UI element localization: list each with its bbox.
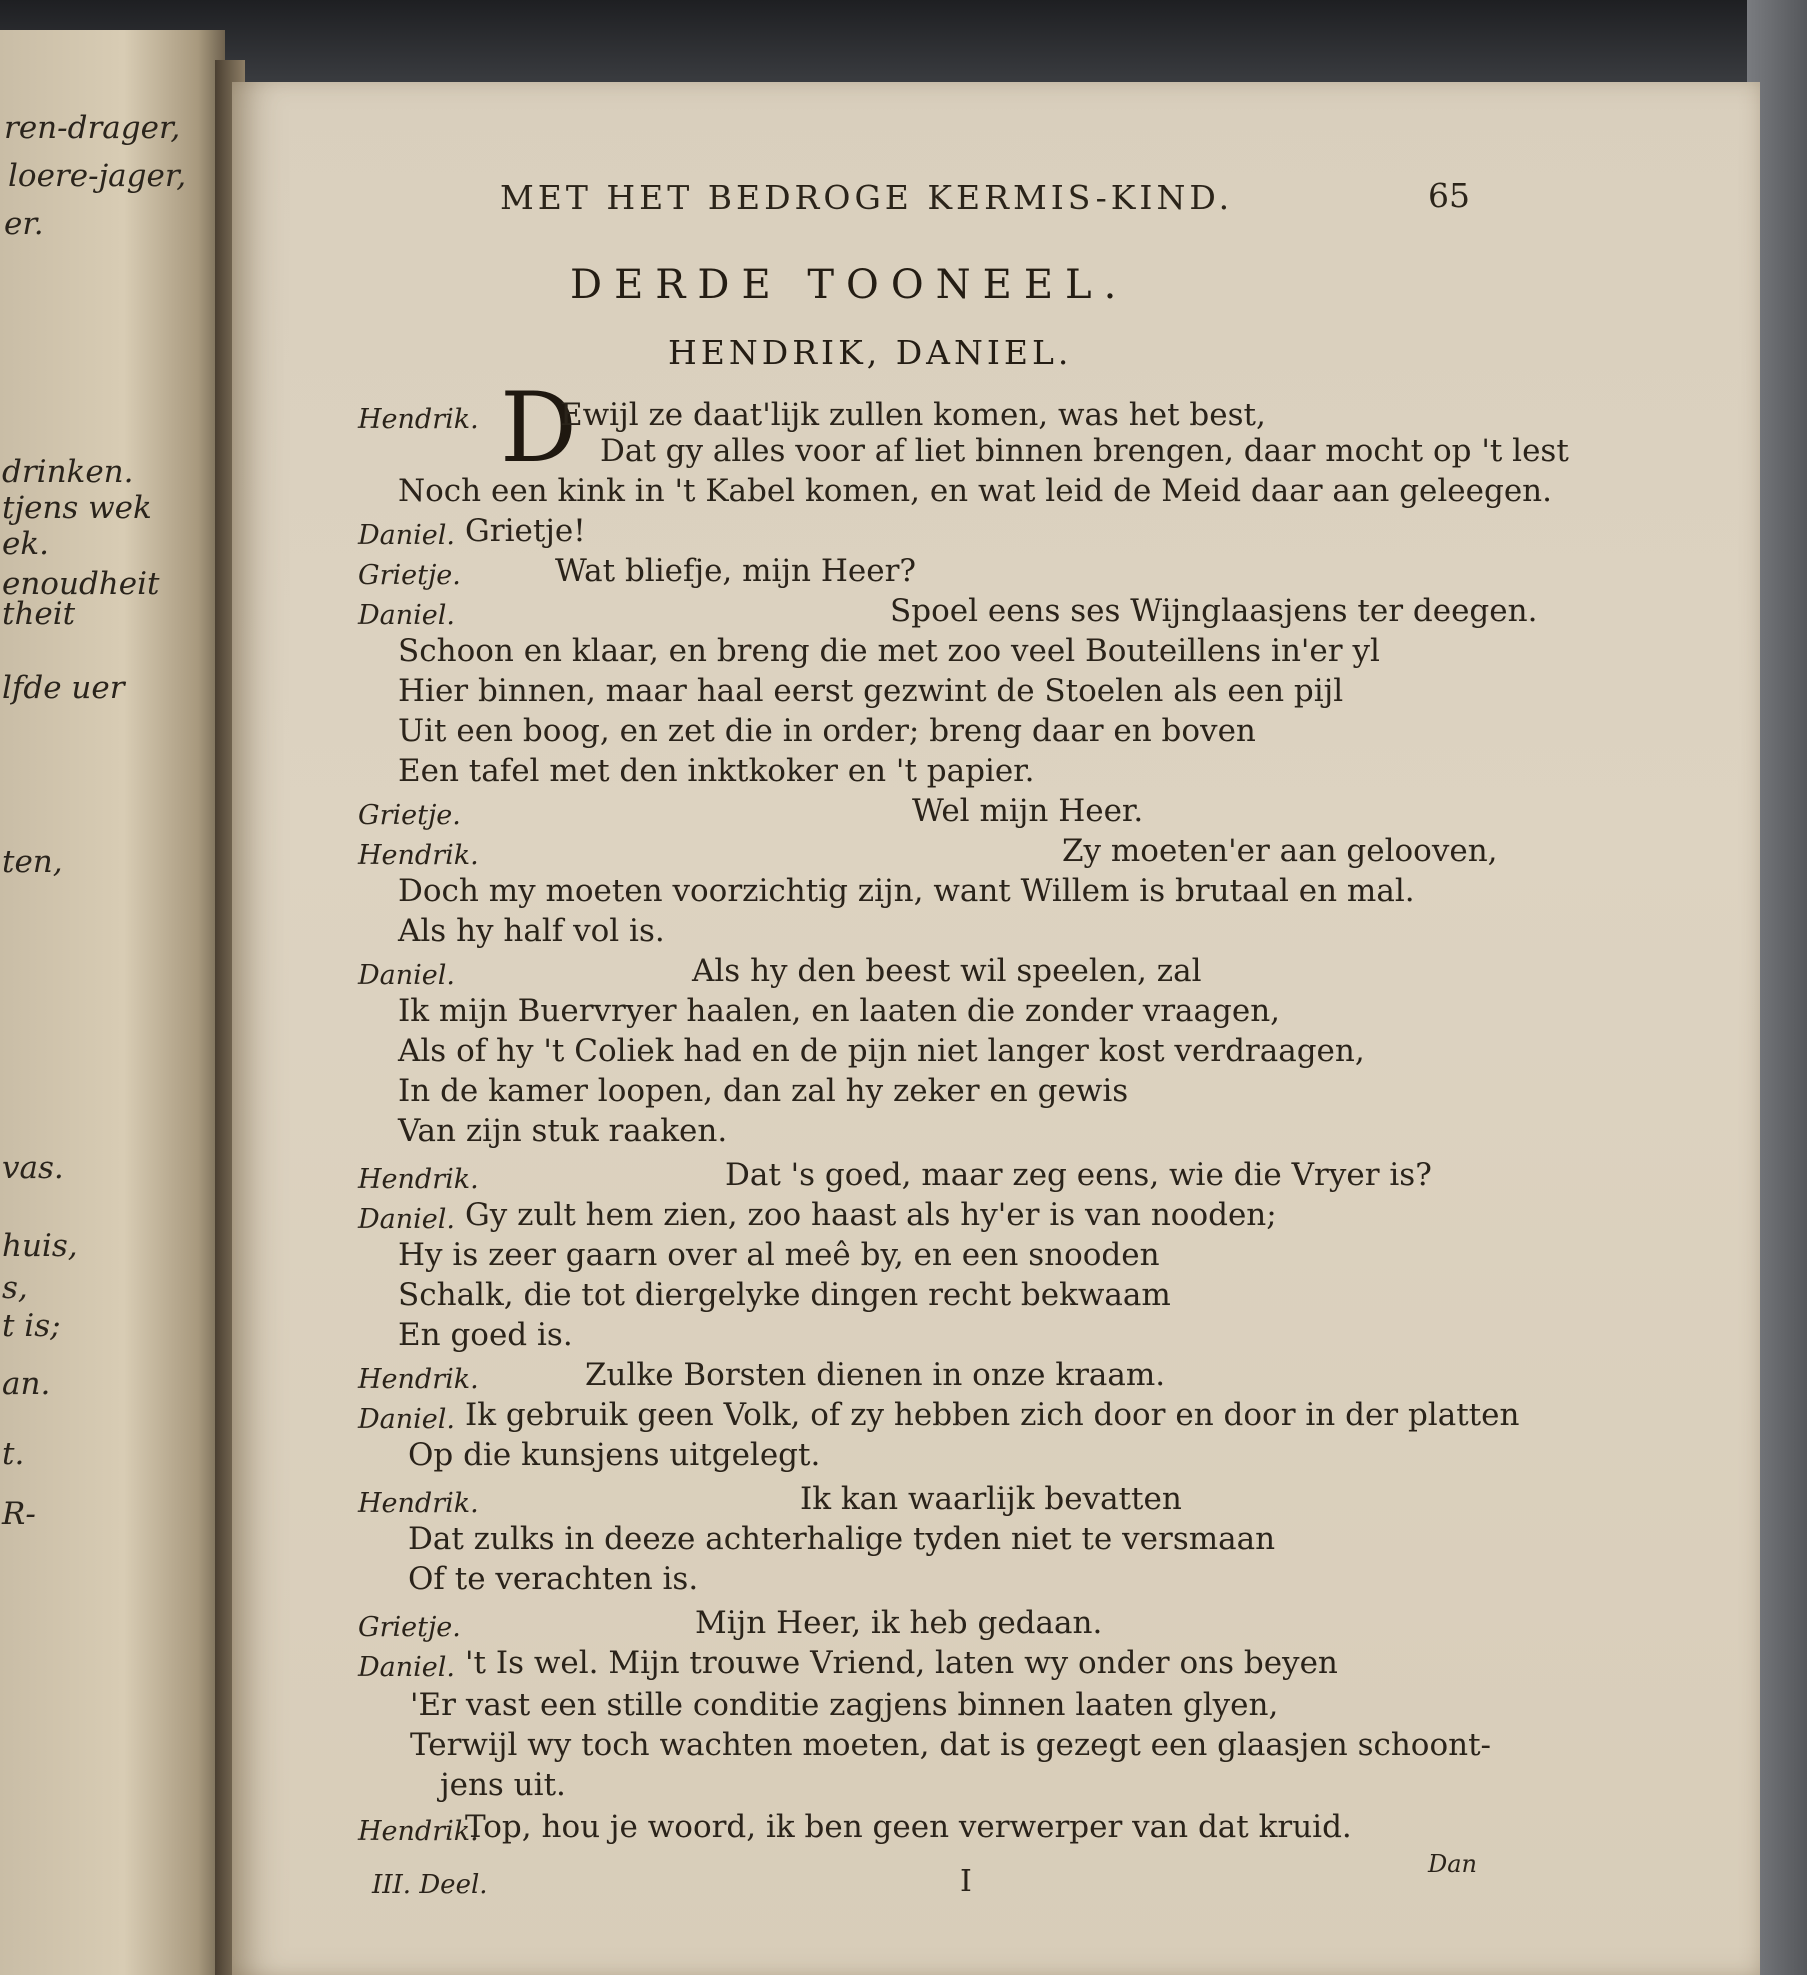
verse-line: 't Is wel. Mijn trouwe Vriend, laten wy onder ons beyen — [465, 1645, 1338, 1681]
verse-line: Dat 's goed, maar zeg eens, wie die Vryer is? — [725, 1157, 1432, 1193]
left-fragment: s, — [2, 1270, 28, 1306]
speaker-name: Hendrik. — [358, 1816, 479, 1847]
verse-line: Zy moeten'er aan gelooven, — [1062, 833, 1498, 869]
verse-line: Als hy den beest wil speelen, zal — [692, 953, 1202, 989]
left-fragment: drinken. — [2, 454, 134, 490]
speaker-name: Hendrik. — [358, 1364, 479, 1395]
verse-line: In de kamer loopen, dan zal hy zeker en gewis — [398, 1073, 1129, 1109]
verse-line: Of te verachten is. — [408, 1561, 699, 1597]
verse-line: Dat zulks in deeze achterhalige tyden niet te versmaan — [408, 1521, 1276, 1557]
verse-line: Gy zult hem zien, zoo haast als hy'er is van nooden; — [465, 1197, 1277, 1233]
left-fragment: ren-drager, — [4, 110, 181, 146]
verse-line: Schalk, die tot diergelyke dingen recht bekwaam — [398, 1277, 1171, 1313]
verse-line: Op die kunsjens uitgelegt. — [408, 1437, 821, 1473]
left-fragment: theit — [2, 596, 76, 632]
verse-line: Als of hy 't Coliek had en de pijn niet langer kost verdraagen, — [398, 1033, 1365, 1069]
left-fragment: t. — [2, 1436, 25, 1472]
speaker-name: Daniel. — [358, 1404, 455, 1435]
left-page — [0, 30, 225, 1975]
verse-line: Top, hou je woord, ik ben geen verwerper van dat kruid. — [465, 1809, 1352, 1845]
speaker-name: Hendrik. — [358, 1164, 479, 1195]
page-number: 65 — [1428, 176, 1470, 215]
verse-line: 'Er vast een stille conditie zagjens binnen laaten glyen, — [410, 1687, 1279, 1723]
verse-line: Ik mijn Buervryer haalen, en laaten die zonder vraagen, — [398, 993, 1281, 1029]
left-fragment: lfde uer — [2, 670, 125, 706]
speaker-name: Grietje. — [358, 1612, 461, 1643]
verse-line: Wel mijn Heer. — [912, 793, 1144, 829]
verse-line: Uit een boog, en zet die in order; breng daar en boven — [398, 713, 1256, 749]
volume-label: III. Deel. — [372, 1870, 488, 1900]
speaker-name: Grietje. — [358, 800, 461, 831]
scene-characters: HENDRIK, DANIEL. — [668, 333, 1073, 372]
speaker-name: Daniel. — [358, 600, 455, 631]
speaker-name: Hendrik. — [358, 404, 479, 435]
left-fragment: tjens wek — [2, 490, 152, 526]
verse-line: Dat gy alles voor af liet binnen brengen, daar mocht op 't lest — [600, 433, 1569, 469]
running-title: MET HET BEDROGE KERMIS-KIND. — [500, 178, 1234, 217]
speaker-name: Grietje. — [358, 560, 461, 591]
verse-line: Ik kan waarlijk bevatten — [800, 1481, 1182, 1517]
verse-line: Wat bliefje, mijn Heer? — [555, 553, 917, 589]
left-fragment: enoudheit — [2, 566, 160, 602]
left-fragment: an. — [2, 1366, 51, 1402]
left-fragment: loere-jager, — [8, 158, 187, 194]
verse-line: Hy is zeer gaarn over al meê by, en een snooden — [398, 1237, 1160, 1273]
verse-line: Noch een kink in 't Kabel komen, en wat leid de Meid daar aan geleegen. — [398, 473, 1552, 509]
verse-line: Ewijl ze daat'lijk zullen komen, was het best, — [560, 397, 1266, 433]
verse-line: Grietje! — [465, 513, 586, 549]
left-fragment: R- — [2, 1496, 36, 1532]
drop-cap: D — [500, 372, 577, 484]
speaker-name: Daniel. — [358, 520, 455, 551]
verse-line: Mijn Heer, ik heb gedaan. — [695, 1605, 1103, 1641]
verse-line: Spoel eens ses Wijnglaasjens ter deegen. — [890, 593, 1538, 629]
speaker-name: Daniel. — [358, 960, 455, 991]
left-fragment: vas. — [2, 1150, 64, 1186]
speaker-name: Daniel. — [358, 1204, 455, 1235]
left-fragment: ten, — [2, 844, 63, 880]
left-fragment: t is; — [2, 1308, 61, 1344]
speaker-name: Hendrik. — [358, 840, 479, 871]
verse-line: Als hy half vol is. — [398, 913, 665, 949]
verse-line: Doch my moeten voorzichtig zijn, want Willem is brutaal en mal. — [398, 873, 1415, 909]
speaker-name: Daniel. — [358, 1652, 455, 1683]
verse-line: Hier binnen, maar haal eerst gezwint de Stoelen als een pijl — [398, 673, 1344, 709]
verse-line: jens uit. — [440, 1767, 566, 1803]
speaker-name: Hendrik. — [358, 1488, 479, 1519]
verse-line: Zulke Borsten dienen in onze kraam. — [585, 1357, 1166, 1393]
left-fragment: huis, — [2, 1228, 78, 1264]
verse-line: Terwijl wy toch wachten moeten, dat is gezegt een glaasjen schoont- — [410, 1727, 1492, 1763]
scene-title: DERDE TOONEEL. — [570, 262, 1129, 308]
verse-line: En goed is. — [398, 1317, 573, 1353]
verse-line: Schoon en klaar, en breng die met zoo veel Bouteillens in'er yl — [398, 633, 1380, 669]
signature-mark: I — [960, 1864, 972, 1899]
verse-line: Een tafel met den inktkoker en 't papier. — [398, 753, 1035, 789]
verse-line: Van zijn stuk raaken. — [398, 1113, 728, 1149]
verse-line: Ik gebruik geen Volk, of zy hebben zich door en door in der platten — [465, 1397, 1520, 1433]
catchword: Dan — [1428, 1850, 1478, 1878]
left-fragment: er. — [4, 206, 44, 242]
left-fragment: ek. — [2, 526, 49, 562]
